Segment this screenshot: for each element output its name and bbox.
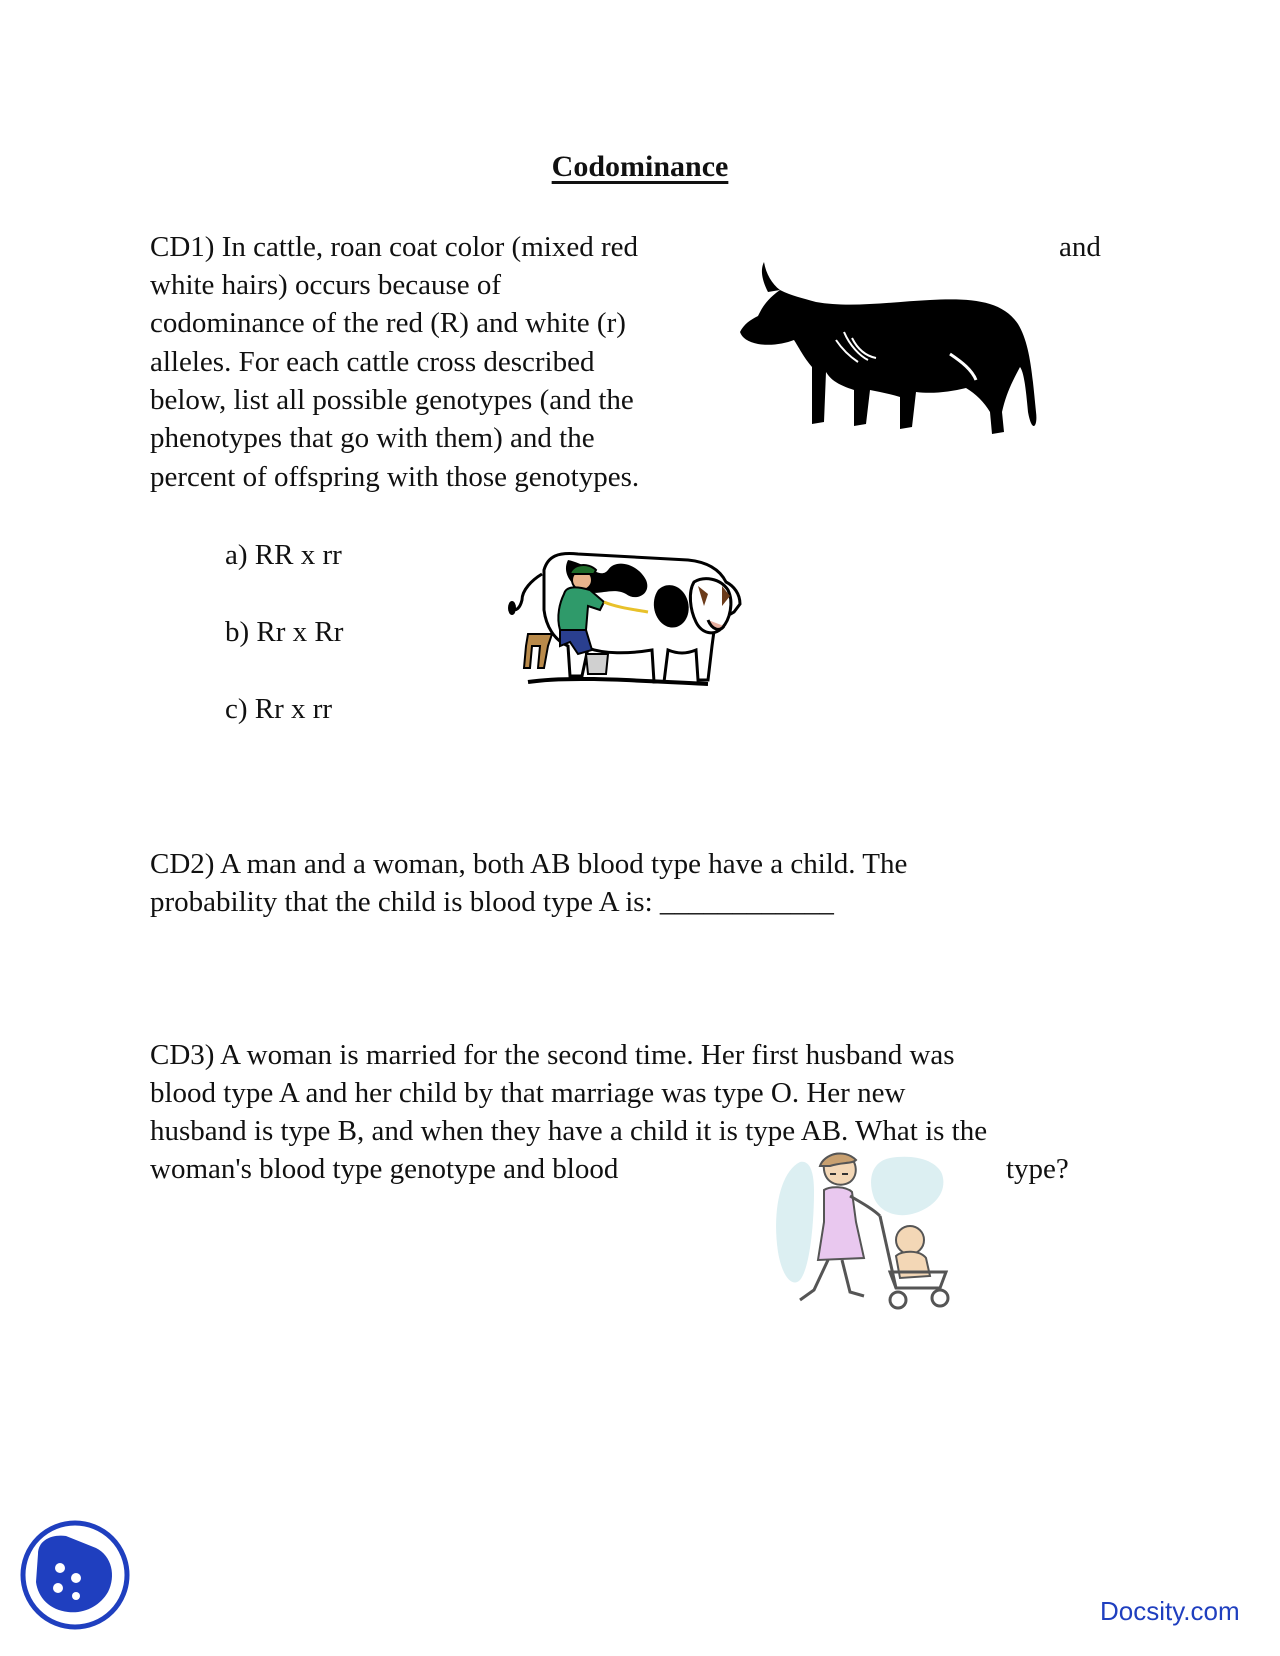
cd1-and-word: and	[1059, 231, 1101, 263]
cd2-line-2: probability that the child is blood type A is: ____________	[150, 886, 834, 918]
cd3-line-2: blood type A and her child by that marriage was type O. Her new	[150, 1077, 906, 1109]
cd2-line-1: CD2) A man and a woman, both AB blood type have a child. The	[150, 848, 908, 880]
cow-silhouette-illustration	[740, 262, 1040, 452]
cd1-line-7: percent of offspring with those genotypes.	[150, 461, 640, 493]
option-b: b) Rr x Rr	[225, 616, 344, 648]
cd1-line-4: alleles. For each cattle cross described	[150, 346, 595, 378]
cd1-line-3: codominance of the red (R) and white (r)	[150, 307, 626, 339]
cd3-type-word: type?	[1006, 1153, 1069, 1185]
cd1-line-5: below, list all possible genotypes (and the	[150, 384, 634, 416]
cd3-line-4: woman's blood type genotype and blood	[150, 1153, 619, 1185]
cd3-line-3: husband is type B, and when they have a child it is type AB. What is the	[150, 1115, 988, 1147]
page-title: Codominance	[551, 150, 729, 183]
cd1-line-2: white hairs) occurs because of	[150, 269, 502, 301]
cd1-line-6: phenotypes that go with them) and the	[150, 422, 595, 454]
option-c: c) Rr x rr	[225, 693, 333, 725]
cd1-line-1: CD1) In cattle, roan coat color (mixed red	[150, 231, 638, 263]
mother-with-stroller-illustration	[770, 1152, 990, 1342]
cd3-line-1: CD3) A woman is married for the second time. Her first husband was	[150, 1039, 955, 1071]
farmer-milking-cow-illustration	[508, 550, 748, 700]
docsity-logo-icon	[20, 1520, 130, 1630]
option-a: a) RR x rr	[225, 539, 342, 571]
docsity-brand-link[interactable]: Docsity.com	[1100, 1596, 1240, 1626]
